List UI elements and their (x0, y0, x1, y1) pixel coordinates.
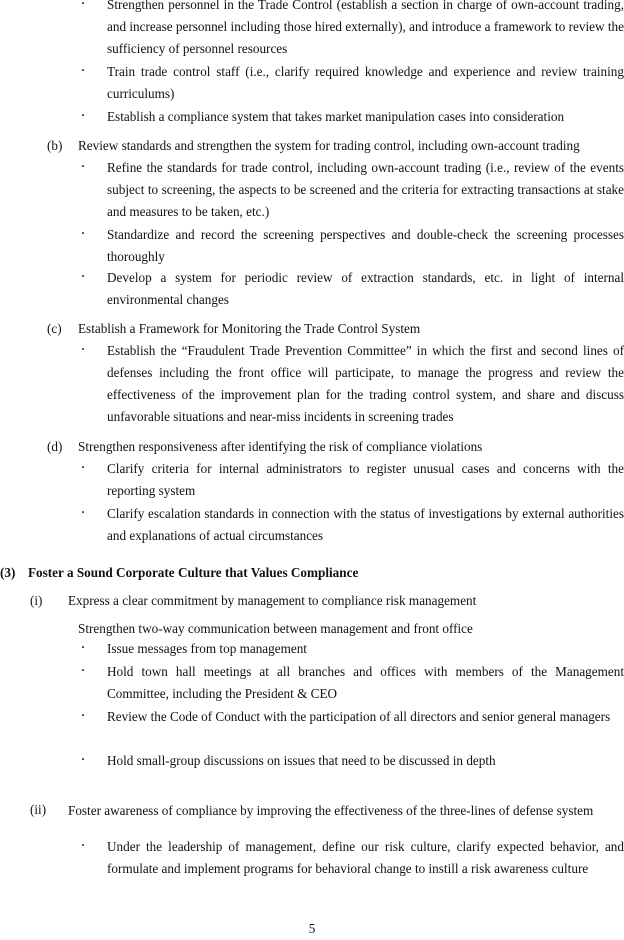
subsection-label-i: (i) (30, 593, 43, 608)
bullet-icon: ・ (78, 66, 88, 77)
bullet-icon: ・ (78, 162, 88, 173)
item-heading-d: Strengthen responsiveness after identifying the risk of compliance violations (78, 439, 483, 454)
bullet-icon: ・ (78, 643, 88, 654)
subsection-intro: Strengthen two-way communication between management and front office (78, 621, 473, 636)
bullet-text: Standardize and record the screening perspectives and double-check the screening processes thoroughly (107, 227, 624, 264)
bullet-icon: ・ (78, 229, 88, 240)
bullet-icon: ・ (78, 0, 88, 10)
section-title: Foster a Sound Corporate Culture that Values Compliance (28, 565, 359, 580)
bullet-icon: ・ (78, 345, 88, 356)
subsection-heading-i: Express a clear commitment by management to compliance risk management (68, 593, 477, 608)
bullet-icon: ・ (78, 508, 88, 519)
item-label-c: (c) (47, 321, 62, 336)
item-label-d: (d) (47, 439, 63, 454)
bullet-text: Clarify criteria for internal administrators to register unusual cases and concerns with the reporting system (107, 461, 624, 498)
item-label-b: (b) (47, 138, 63, 153)
bullet-icon: ・ (78, 755, 88, 766)
bullet-text: Establish a compliance system that takes market manipulation cases into consideration (107, 109, 565, 124)
bullet-icon: ・ (78, 711, 88, 722)
bullet-text: Train trade control staff (i.e., clarify required knowledge and experience and review training curriculums) (107, 64, 624, 101)
item-heading-b: Review standards and strengthen the system for trading control, including own-account trading (78, 138, 580, 153)
bullet-text: Review the Code of Conduct with the participation of all directors and senior general managers (107, 709, 611, 724)
bullet-text: Hold small-group discussions on issues that need to be discussed in depth (107, 753, 496, 768)
bullet-text: Establish the “Fraudulent Trade Prevention Committee” in which the first and second lines of defenses including the front office will participate, to manage the progress and review the effectiveness of the improvement plan for the trading control system, and share and discuss unfavorable situations and near-miss incidents in screening trades (107, 343, 624, 424)
bullet-icon: ・ (78, 666, 88, 677)
bullet-text: Strengthen personnel in the Trade Control (establish a section in charge of own-account trading, and increase personnel including those hired externally), and introduce a framework to review the sufficiency of personnel resources (107, 0, 624, 56)
bullet-icon: ・ (78, 841, 88, 852)
page-number: 5 (308, 921, 316, 936)
section-number: (3) (0, 565, 16, 580)
bullet-text: Develop a system for periodic review of extraction standards, etc. in light of internal environmental changes (107, 270, 624, 307)
bullet-text: Hold town hall meetings at all branches and offices with members of the Management Committee, including the President & CEO (107, 664, 624, 701)
bullet-text: Under the leadership of management, define our risk culture, clarify expected behavior, and formulate and implement programs for behavioral change to instill a risk awareness culture (107, 839, 624, 876)
item-heading-c: Establish a Framework for Monitoring the Trade Control System (78, 321, 421, 336)
subsection-heading-ii: Foster awareness of compliance by improving the effectiveness of the three-lines of defense system (68, 803, 594, 818)
bullet-text: Issue messages from top management (107, 641, 307, 656)
bullet-text: Refine the standards for trade control, including own-account trading (i.e., review of the events subject to screening, the aspects to be screened and the criteria for extracting transactions at stake and measures to be taken, etc.) (107, 160, 624, 219)
bullet-icon: ・ (78, 463, 88, 474)
subsection-label-ii: (ii) (30, 802, 47, 817)
bullet-icon: ・ (78, 272, 88, 283)
bullet-icon: ・ (78, 111, 88, 122)
bullet-text: Clarify escalation standards in connection with the status of investigations by external authorities and explanations of actual circumstances (107, 506, 624, 543)
